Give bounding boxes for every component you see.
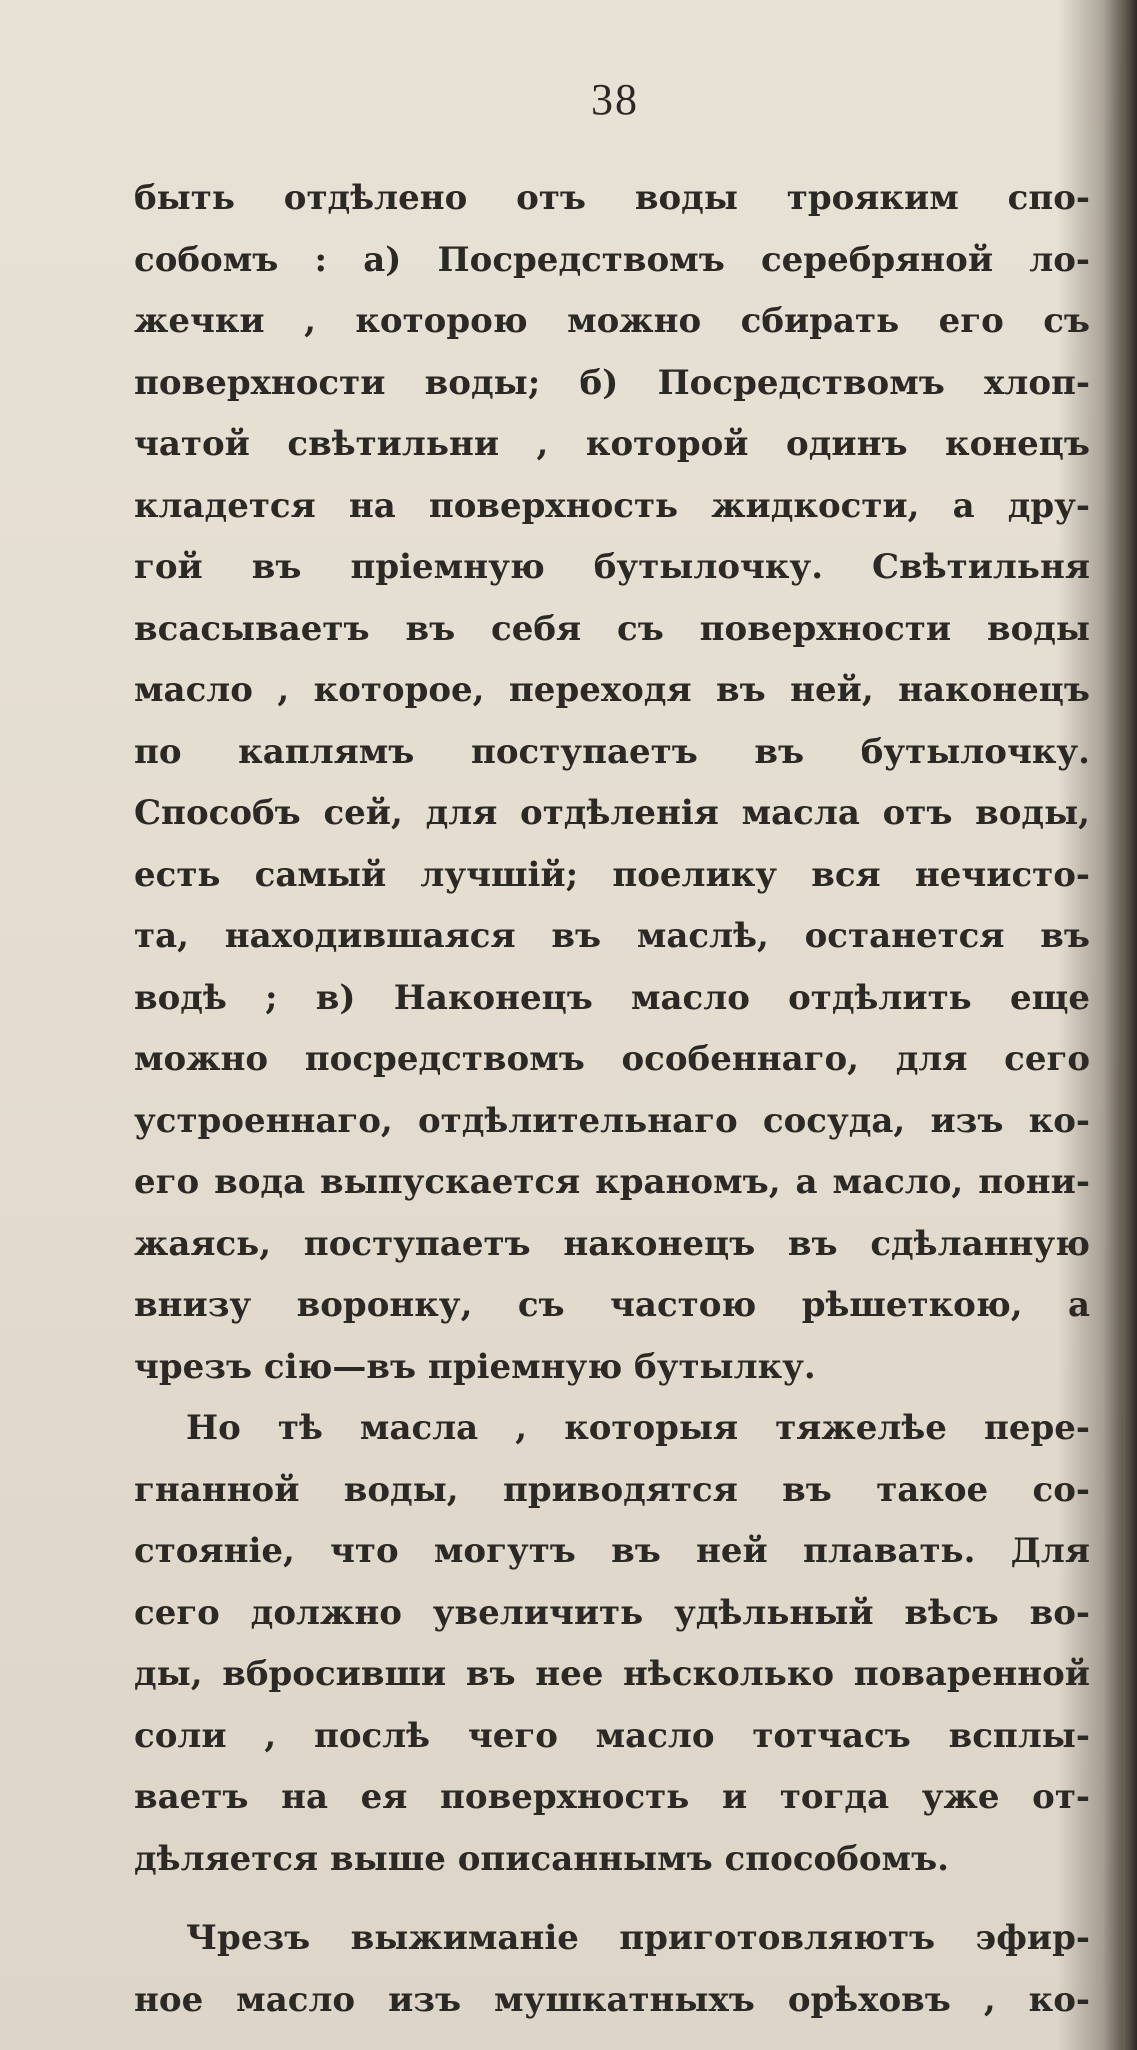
text-line: ды, вбросивши въ нее нѣсколько поваренной — [134, 1654, 1090, 1694]
text-line: всасываетъ въ себя съ поверхности воды — [134, 608, 1090, 649]
text-line: Чрезъ выжиманіе приготовляютъ эфир- — [186, 1918, 1090, 1958]
text-line: дѣляется выше описаннымъ способомъ. — [134, 1838, 950, 1879]
text-line: ваетъ на ея поверхность и тогда уже от- — [134, 1777, 1090, 1817]
text-line: жечки , которою можно сбирать его съ — [134, 301, 1090, 341]
text-line: есть самый лучшій; поелику вся нечисто- — [134, 854, 1090, 895]
text-line: та, находившаяся въ маслѣ, останется въ — [134, 916, 1090, 956]
text-line: чрезъ сію—въ пріемную бутылку. — [134, 1346, 816, 1387]
text-line: стояніе, что могутъ въ ней плавать. Для — [134, 1531, 1090, 1571]
page-text — [134, 168, 1090, 2031]
text-line: ное масло изъ мушкатныхъ орѣховъ , ко- — [134, 1979, 1090, 2020]
paragraph-gap — [134, 1890, 1090, 1908]
text-line: соли , послѣ чего масло тотчасъ всплы- — [134, 1715, 1090, 1756]
text-line: масло , которое, переходя въ ней, наконецъ — [134, 670, 1090, 710]
text-line: поверхности воды; б) Посредствомъ хлоп- — [134, 362, 1090, 403]
text-line: можно посредствомъ особеннаго, для сего — [134, 1039, 1090, 1079]
text-line: его вода выпускается краномъ, а масло, пони- — [134, 1162, 1090, 1202]
paragraph-3 — [134, 1908, 1090, 2031]
text-line: Способъ сей, для отдѣленія масла отъ воды, — [134, 793, 1090, 833]
text-line: устроеннаго, отдѣлительнаго сосуда, изъ ко- — [134, 1100, 1090, 1141]
text-line: кладется на поверхность жидкости, а дру- — [134, 485, 1090, 526]
text-line: сего должно увеличить удѣльный вѣсъ во- — [134, 1592, 1090, 1633]
paragraph-1 — [134, 168, 1090, 1398]
text-line: водѣ ; в) Наконецъ масло отдѣлить еще — [134, 977, 1090, 1018]
text-line: собомъ : а) Посредствомъ серебряной ло- — [134, 239, 1090, 280]
text-line: быть отдѣлено отъ воды трояким спо- — [134, 178, 1090, 218]
page-edge-shadow — [1123, 0, 1137, 2050]
text-line: по каплямъ поступаетъ въ бутылочку. — [134, 731, 1090, 772]
text-line: чатой свѣтильни , которой одинъ конецъ — [134, 424, 1090, 464]
text-line: внизу воронку, съ частою рѣшеткою, а — [134, 1285, 1090, 1325]
paragraph-2 — [134, 1398, 1090, 1890]
page-number: 38 — [591, 75, 639, 124]
text-line: гнанной воды, приводятся въ такое со- — [134, 1469, 1090, 1510]
text-line: жаясь, поступаетъ наконецъ въ сдѣланную — [134, 1223, 1090, 1264]
text-line: Но тѣ масла , которыя тяжелѣе пере- — [186, 1408, 1090, 1448]
text-line: гой въ пріемную бутылочку. Свѣтильня — [134, 547, 1090, 587]
